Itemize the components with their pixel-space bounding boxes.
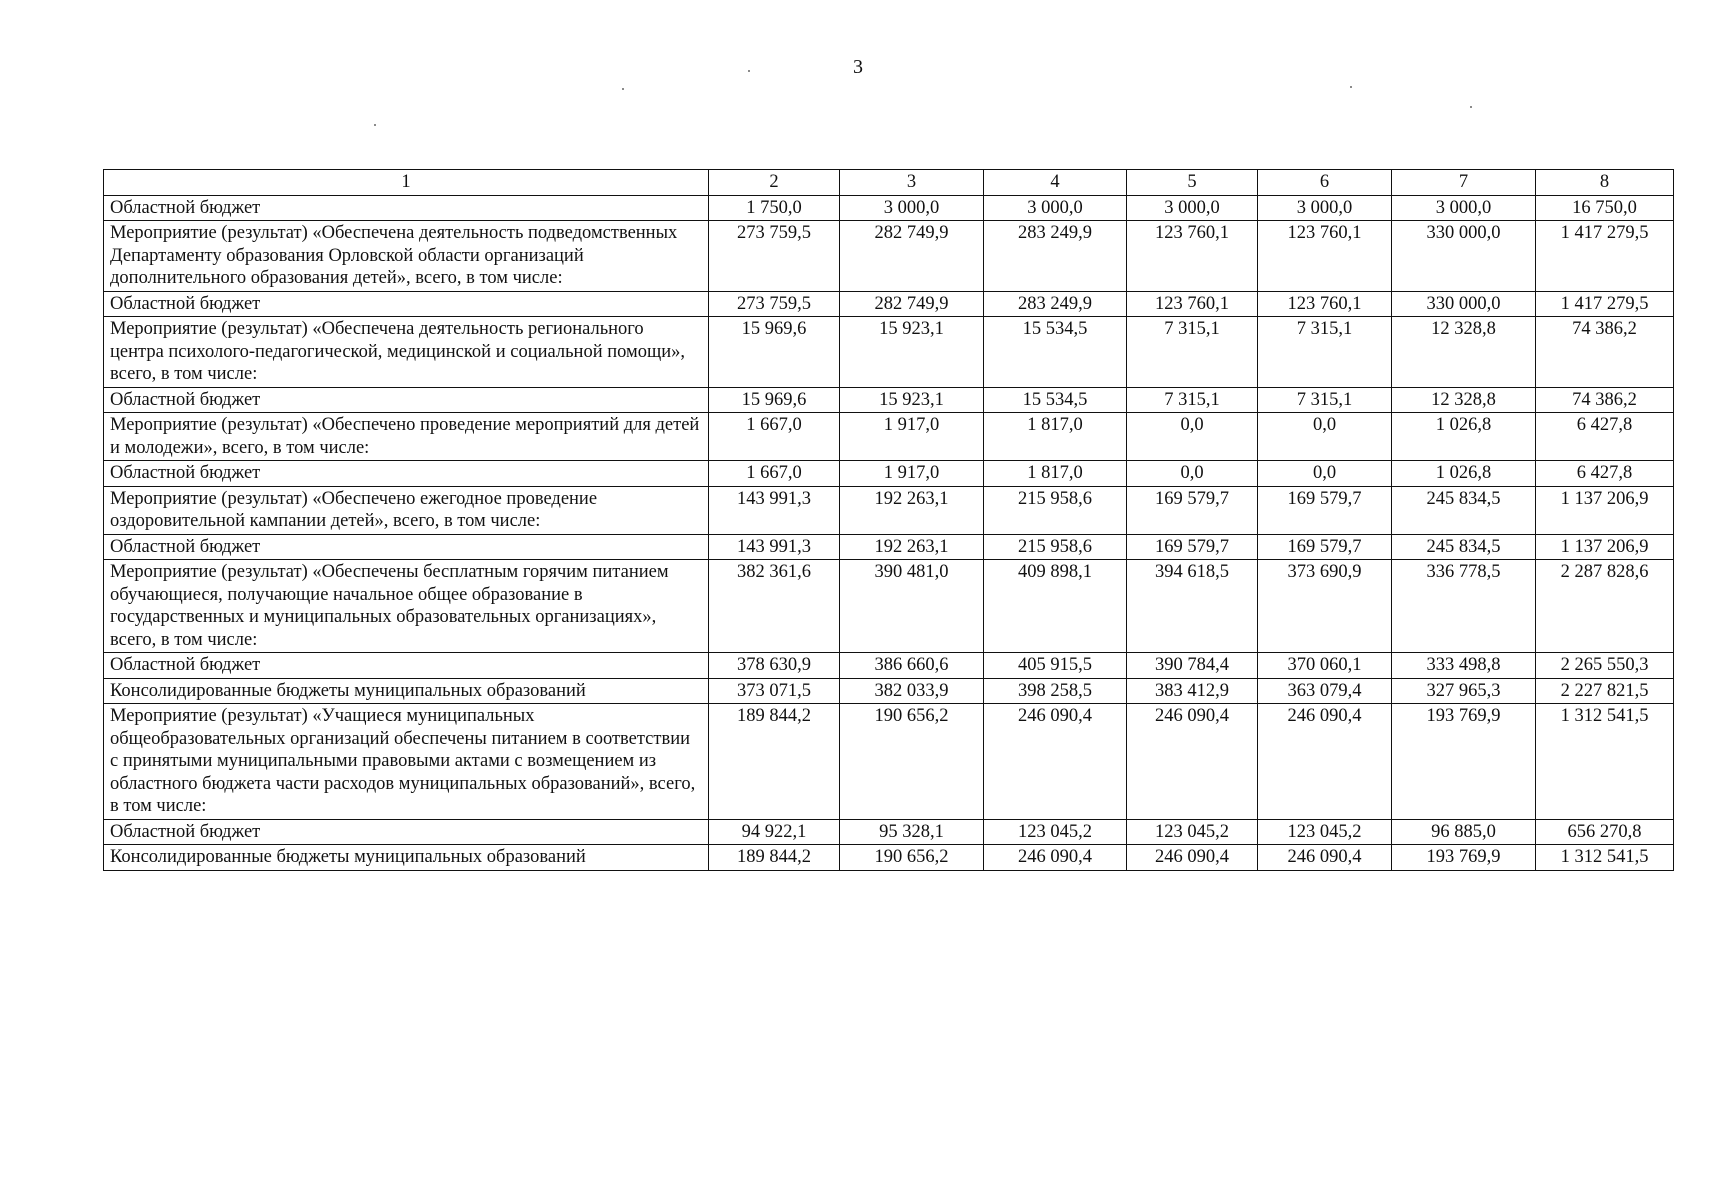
value-cell: 373 071,5 bbox=[709, 678, 840, 704]
value-cell: 96 885,0 bbox=[1392, 819, 1536, 845]
value-cell: 6 427,8 bbox=[1536, 461, 1674, 487]
value-cell: 282 749,9 bbox=[840, 221, 984, 292]
value-cell: 363 079,4 bbox=[1258, 678, 1392, 704]
row-label: Мероприятие (результат) «Обеспечено ежегодное проведение оздоровительной кампании детей», всего, в том числе: bbox=[104, 486, 709, 534]
table-row bbox=[104, 534, 1674, 560]
value-cell: 7 315,1 bbox=[1258, 387, 1392, 413]
value-cell: 246 090,4 bbox=[984, 704, 1127, 820]
value-cell: 1 667,0 bbox=[709, 413, 840, 461]
value-cell: 246 090,4 bbox=[1258, 845, 1392, 871]
row-label: Областной бюджет bbox=[104, 291, 709, 317]
value-cell: 282 749,9 bbox=[840, 291, 984, 317]
value-cell: 15 534,5 bbox=[984, 317, 1127, 388]
value-cell: 398 258,5 bbox=[984, 678, 1127, 704]
value-cell: 193 769,9 bbox=[1392, 704, 1536, 820]
value-cell: 1 026,8 bbox=[1392, 413, 1536, 461]
value-cell: 3 000,0 bbox=[840, 195, 984, 221]
header-cell: 5 bbox=[1127, 170, 1258, 196]
value-cell: 15 923,1 bbox=[840, 387, 984, 413]
value-cell: 405 915,5 bbox=[984, 653, 1127, 679]
header-cell: 8 bbox=[1536, 170, 1674, 196]
value-cell: 382 361,6 bbox=[709, 560, 840, 653]
value-cell: 2 287 828,6 bbox=[1536, 560, 1674, 653]
value-cell: 246 090,4 bbox=[1127, 704, 1258, 820]
value-cell: 123 045,2 bbox=[984, 819, 1127, 845]
value-cell: 327 965,3 bbox=[1392, 678, 1536, 704]
value-cell: 15 969,6 bbox=[709, 387, 840, 413]
value-cell: 74 386,2 bbox=[1536, 317, 1674, 388]
value-cell: 1 137 206,9 bbox=[1536, 486, 1674, 534]
value-cell: 409 898,1 bbox=[984, 560, 1127, 653]
value-cell: 192 263,1 bbox=[840, 486, 984, 534]
value-cell: 0,0 bbox=[1258, 413, 1392, 461]
scan-speck bbox=[1470, 106, 1472, 108]
row-label: Мероприятие (результат) «Обеспечена деятельность подведомственных Департаменту образования Орловской области организаций дополнительного образования детей», всего, в том числе: bbox=[104, 221, 709, 292]
value-cell: 273 759,5 bbox=[709, 221, 840, 292]
header-cell: 2 bbox=[709, 170, 840, 196]
row-label: Областной бюджет bbox=[104, 819, 709, 845]
value-cell: 283 249,9 bbox=[984, 221, 1127, 292]
value-cell: 143 991,3 bbox=[709, 486, 840, 534]
value-cell: 7 315,1 bbox=[1127, 317, 1258, 388]
header-cell: 6 bbox=[1258, 170, 1392, 196]
value-cell: 1 817,0 bbox=[984, 461, 1127, 487]
value-cell: 246 090,4 bbox=[984, 845, 1127, 871]
value-cell: 123 760,1 bbox=[1258, 291, 1392, 317]
value-cell: 383 412,9 bbox=[1127, 678, 1258, 704]
value-cell: 0,0 bbox=[1127, 413, 1258, 461]
value-cell: 2 265 550,3 bbox=[1536, 653, 1674, 679]
value-cell: 169 579,7 bbox=[1127, 534, 1258, 560]
value-cell: 1 312 541,5 bbox=[1536, 704, 1674, 820]
table-body bbox=[104, 170, 1674, 871]
value-cell: 192 263,1 bbox=[840, 534, 984, 560]
scan-speck bbox=[1350, 86, 1352, 88]
value-cell: 3 000,0 bbox=[1392, 195, 1536, 221]
value-cell: 1 750,0 bbox=[709, 195, 840, 221]
value-cell: 123 760,1 bbox=[1258, 221, 1392, 292]
value-cell: 1 817,0 bbox=[984, 413, 1127, 461]
table-row bbox=[104, 291, 1674, 317]
table-header-row bbox=[104, 170, 1674, 196]
value-cell: 189 844,2 bbox=[709, 704, 840, 820]
table-row bbox=[104, 387, 1674, 413]
value-cell: 283 249,9 bbox=[984, 291, 1127, 317]
table-row bbox=[104, 461, 1674, 487]
row-label: Областной бюджет bbox=[104, 653, 709, 679]
table-row bbox=[104, 678, 1674, 704]
value-cell: 273 759,5 bbox=[709, 291, 840, 317]
scan-speck bbox=[374, 124, 376, 126]
value-cell: 1 917,0 bbox=[840, 461, 984, 487]
header-cell: 7 bbox=[1392, 170, 1536, 196]
value-cell: 330 000,0 bbox=[1392, 291, 1536, 317]
row-label: Областной бюджет bbox=[104, 387, 709, 413]
row-label: Областной бюджет bbox=[104, 195, 709, 221]
table-row bbox=[104, 195, 1674, 221]
row-label: Мероприятие (результат) «Обеспечена деятельность регионального центра психолого-педагогической, медицинской и социальной помощи», всего, в том числе: bbox=[104, 317, 709, 388]
value-cell: 3 000,0 bbox=[1258, 195, 1392, 221]
value-cell: 94 922,1 bbox=[709, 819, 840, 845]
value-cell: 245 834,5 bbox=[1392, 486, 1536, 534]
value-cell: 190 656,2 bbox=[840, 845, 984, 871]
value-cell: 7 315,1 bbox=[1127, 387, 1258, 413]
table-row bbox=[104, 704, 1674, 820]
table-row bbox=[104, 413, 1674, 461]
value-cell: 245 834,5 bbox=[1392, 534, 1536, 560]
value-cell: 74 386,2 bbox=[1536, 387, 1674, 413]
value-cell: 1 137 206,9 bbox=[1536, 534, 1674, 560]
value-cell: 333 498,8 bbox=[1392, 653, 1536, 679]
value-cell: 1 417 279,5 bbox=[1536, 291, 1674, 317]
budget-table bbox=[103, 169, 1674, 871]
value-cell: 190 656,2 bbox=[840, 704, 984, 820]
page-number: 3 bbox=[853, 56, 863, 78]
value-cell: 123 760,1 bbox=[1127, 221, 1258, 292]
value-cell: 123 045,2 bbox=[1127, 819, 1258, 845]
row-label: Мероприятие (результат) «Обеспечены бесплатным горячим питанием обучающиеся, получающие начальное общее образование в государственных и муниципальных образовательных организациях», всего, в том числе: bbox=[104, 560, 709, 653]
value-cell: 390 784,4 bbox=[1127, 653, 1258, 679]
value-cell: 193 769,9 bbox=[1392, 845, 1536, 871]
value-cell: 246 090,4 bbox=[1258, 704, 1392, 820]
value-cell: 1 917,0 bbox=[840, 413, 984, 461]
table-row bbox=[104, 221, 1674, 292]
value-cell: 169 579,7 bbox=[1258, 534, 1392, 560]
value-cell: 386 660,6 bbox=[840, 653, 984, 679]
table-row bbox=[104, 845, 1674, 871]
value-cell: 12 328,8 bbox=[1392, 387, 1536, 413]
table-row bbox=[104, 560, 1674, 653]
value-cell: 215 958,6 bbox=[984, 534, 1127, 560]
value-cell: 6 427,8 bbox=[1536, 413, 1674, 461]
value-cell: 7 315,1 bbox=[1258, 317, 1392, 388]
value-cell: 0,0 bbox=[1258, 461, 1392, 487]
table-row bbox=[104, 819, 1674, 845]
value-cell: 2 227 821,5 bbox=[1536, 678, 1674, 704]
row-label: Областной бюджет bbox=[104, 461, 709, 487]
value-cell: 95 328,1 bbox=[840, 819, 984, 845]
value-cell: 15 534,5 bbox=[984, 387, 1127, 413]
value-cell: 12 328,8 bbox=[1392, 317, 1536, 388]
header-cell: 3 bbox=[840, 170, 984, 196]
value-cell: 16 750,0 bbox=[1536, 195, 1674, 221]
value-cell: 1 312 541,5 bbox=[1536, 845, 1674, 871]
row-label: Мероприятие (результат) «Обеспечено проведение мероприятий для детей и молодежи», всего, в том числе: bbox=[104, 413, 709, 461]
value-cell: 123 045,2 bbox=[1258, 819, 1392, 845]
value-cell: 189 844,2 bbox=[709, 845, 840, 871]
value-cell: 0,0 bbox=[1127, 461, 1258, 487]
row-label: Консолидированные бюджеты муниципальных образований bbox=[104, 678, 709, 704]
value-cell: 15 969,6 bbox=[709, 317, 840, 388]
value-cell: 394 618,5 bbox=[1127, 560, 1258, 653]
value-cell: 1 667,0 bbox=[709, 461, 840, 487]
header-cell: 1 bbox=[104, 170, 709, 196]
value-cell: 169 579,7 bbox=[1127, 486, 1258, 534]
value-cell: 370 060,1 bbox=[1258, 653, 1392, 679]
value-cell: 215 958,6 bbox=[984, 486, 1127, 534]
value-cell: 336 778,5 bbox=[1392, 560, 1536, 653]
value-cell: 246 090,4 bbox=[1127, 845, 1258, 871]
value-cell: 143 991,3 bbox=[709, 534, 840, 560]
row-label: Консолидированные бюджеты муниципальных образований bbox=[104, 845, 709, 871]
value-cell: 382 033,9 bbox=[840, 678, 984, 704]
value-cell: 373 690,9 bbox=[1258, 560, 1392, 653]
value-cell: 656 270,8 bbox=[1536, 819, 1674, 845]
row-label: Областной бюджет bbox=[104, 534, 709, 560]
row-label: Мероприятие (результат) «Учащиеся муниципальных общеобразовательных организаций обеспечены питанием в соответствии с принятыми муниципальными правовыми актами с возмещением из областного бюджета части расходов муниципальных образований», всего, в том числе: bbox=[104, 704, 709, 820]
value-cell: 330 000,0 bbox=[1392, 221, 1536, 292]
table-row bbox=[104, 486, 1674, 534]
value-cell: 15 923,1 bbox=[840, 317, 984, 388]
value-cell: 378 630,9 bbox=[709, 653, 840, 679]
scan-speck bbox=[622, 88, 624, 90]
value-cell: 390 481,0 bbox=[840, 560, 984, 653]
value-cell: 123 760,1 bbox=[1127, 291, 1258, 317]
scan-speck bbox=[748, 70, 750, 72]
value-cell: 169 579,7 bbox=[1258, 486, 1392, 534]
value-cell: 1 026,8 bbox=[1392, 461, 1536, 487]
header-cell: 4 bbox=[984, 170, 1127, 196]
table-row bbox=[104, 317, 1674, 388]
value-cell: 3 000,0 bbox=[1127, 195, 1258, 221]
table-row bbox=[104, 653, 1674, 679]
value-cell: 1 417 279,5 bbox=[1536, 221, 1674, 292]
value-cell: 3 000,0 bbox=[984, 195, 1127, 221]
